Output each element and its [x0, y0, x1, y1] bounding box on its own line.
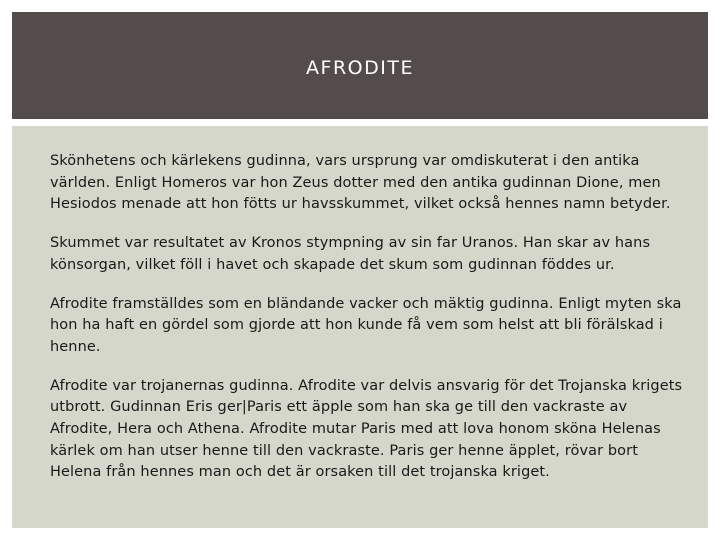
- title-bar: [12, 12, 708, 119]
- paragraph-trojan-war: Afrodite var trojanernas gudinna. Afrodite var delvis ansvarig för det Trojanska krigets utbrott. Gudinnan Eris ger|Paris ett äpple som han ska ge till den vackraste av Afrodite, Hera och Athena. Afrodite mutar Paris med att lova honom sköna Helenas kärlek om han utser henne till den vackraste. Paris ger henne äpplet, rövar bort Helena från hennes man och det är orsaken till det trojanska kriget.: [50, 377, 683, 481]
- divider: [12, 119, 708, 126]
- content-panel: [12, 126, 708, 528]
- paragraph-foam: Skummet var resultatet av Kronos stympning av sin far Uranos. Han skar av hans könsorgan, vilket föll i havet och skapade det skum som gudinnan föddes ur.: [50, 235, 651, 273]
- paragraph-origin: Skönhetens och kärlekens gudinna, vars ursprung var omdiskuterat i den antika världen. Enligt Homeros var hon Zeus dotter med den antika gudinnan Dione, men Hesiodos menade att hon fötts ur havsskummet, vilket också hennes namn betyder.: [50, 153, 671, 213]
- slide-title: AFRODITE: [306, 56, 414, 79]
- paragraph-girdle: Afrodite framställdes som en bländande vacker och mäktig gudinna. Enligt myten ska hon ha haft en gördel som gjorde att hon kunde få vem som helst att bli förälskad i henne.: [50, 295, 682, 355]
